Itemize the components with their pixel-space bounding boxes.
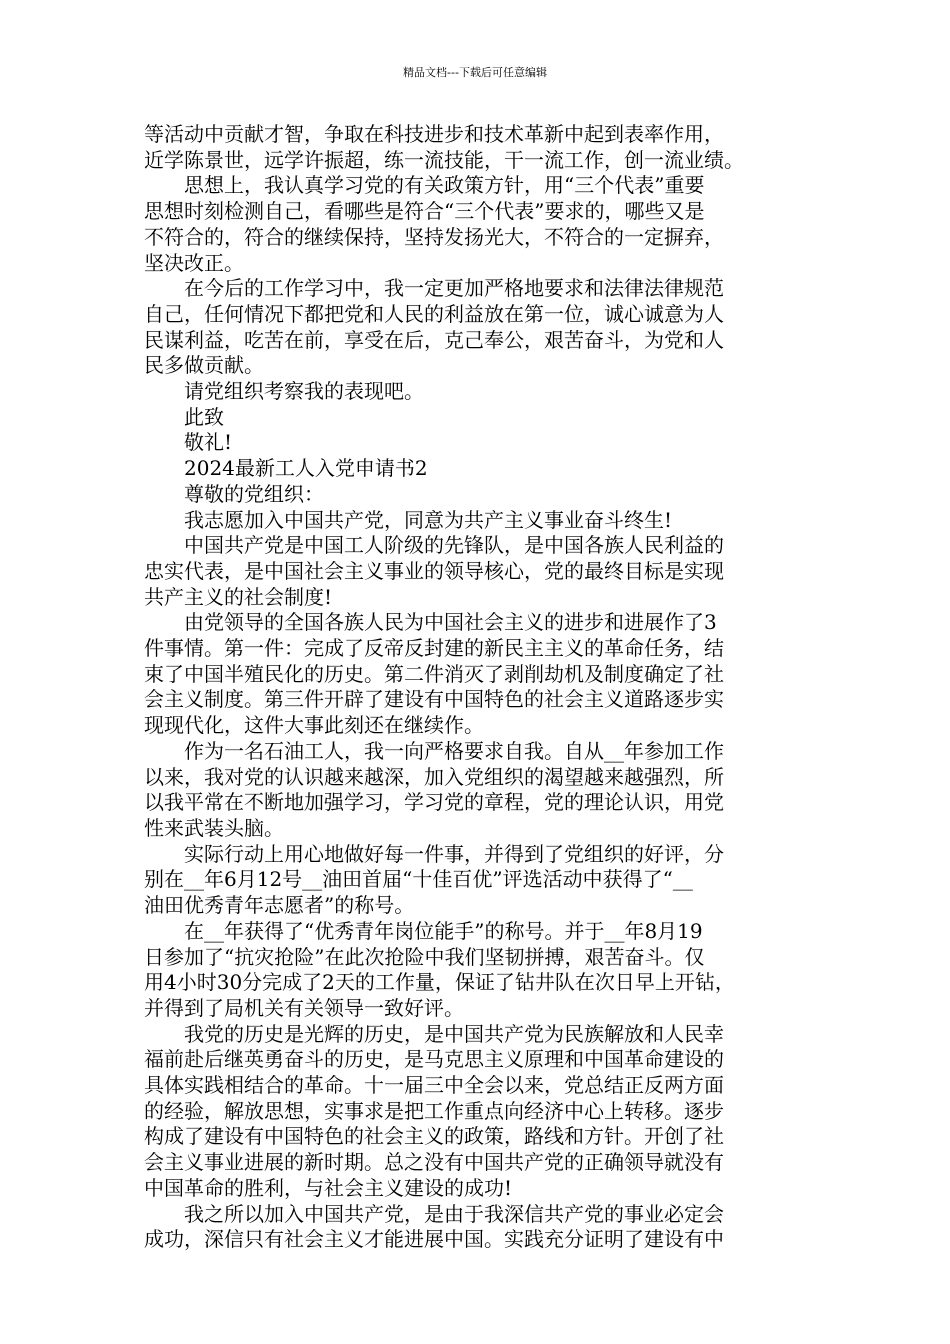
text-line: 以我平常在不断地加强学习，学习党的章程，党的理论认识，用党 <box>144 790 724 815</box>
text-line: 会主义制度。第三件开辟了建设有中国特色的社会主义道路逐步实 <box>144 687 724 712</box>
paragraph <box>144 610 812 739</box>
text-line: 此致 <box>184 404 224 429</box>
text-line: 以来，我对党的认识越来越深，加入党组织的渴望越来越强烈，所 <box>144 764 724 789</box>
text-line: 中国革命的胜利，与社会主义建设的成功! <box>144 1175 513 1200</box>
text-line: 的经验，解放思想，实事求是把工作重点向经济中心上转移。逐步 <box>144 1098 724 1123</box>
page-header: 精品文档---下载后可任意编辑 <box>403 66 547 79</box>
text-line: 性来武装头脑。 <box>144 815 284 840</box>
text-line: 日参加了“抗灾抢险”在此次抢险中我们坚韧拼搏，艰苦奋斗。仅 <box>144 944 705 969</box>
text-line: 思想时刻检测自己，看哪些是符合“三个代表”要求的，哪些又是 <box>144 199 705 224</box>
text-line: 民谋利益，吃苦在前，享受在后，克己奉公，艰苦奋斗，为党和人 <box>144 327 724 352</box>
text-line: 在今后的工作学习中，我一定更加严格地要求和法律法律规范 <box>184 276 724 301</box>
text-line: 福前赴后继英勇奋斗的历史，是马克思主义原理和中国革命建设的 <box>144 1047 724 1072</box>
text-line: 束了中国半殖民化的历史。第二件消灭了剥削劫机及制度确定了社 <box>144 661 724 686</box>
text-line: 请党组织考察我的表现吧。 <box>184 379 424 404</box>
text-line: 等活动中贡献才智，争取在科技进步和技术革新中起到表率作用， <box>144 122 724 146</box>
paragraph <box>144 276 812 379</box>
paragraph <box>144 173 812 276</box>
paragraph <box>144 379 812 405</box>
text-line: 自己，任何情况下都把党和人民的利益放在第一位，诚心诚意为人 <box>144 301 724 326</box>
document-body <box>144 122 812 1253</box>
paragraph <box>144 405 812 431</box>
text-line: 由党领导的全国各族人民为中国社会主义的进步和进展作了3 <box>184 610 717 635</box>
paragraph <box>144 482 812 508</box>
text-line: 实际行动上用心地做好每一件事，并得到了党组织的好评，分 <box>184 841 724 866</box>
text-line: 共产主义的社会制度! <box>144 584 333 609</box>
text-line: 我之所以加入中国共产党，是由于我深信共产党的事业必定会 <box>184 1201 724 1226</box>
text-line: 会主义事业进展的新时期。总之没有中国共产党的正确领导就没有 <box>144 1150 724 1175</box>
text-line: 尊敬的党组织： <box>184 481 324 506</box>
text-line: 我党的历史是光辉的历史，是中国共产党为民族解放和人民幸 <box>184 1021 724 1046</box>
paragraph <box>144 508 812 534</box>
text-line: 民多做贡献。 <box>144 353 264 378</box>
text-line: 构成了建设有中国特色的社会主义的政策，路线和方针。开创了社 <box>144 1124 724 1149</box>
text-line: 2024最新工人入党申请书2 <box>184 456 428 481</box>
paragraph <box>144 456 812 482</box>
text-line: 用4小时30分完成了2天的工作量，保证了钻井队在次日早上开钻， <box>144 970 735 995</box>
text-line: 油田优秀青年志愿者”的称号。 <box>144 893 415 918</box>
paragraph <box>144 919 812 1022</box>
paragraph <box>144 842 812 919</box>
text-line: 近学陈景世，远学许振超，练一流技能，干一流工作，创一流业绩。 <box>144 147 744 172</box>
paragraph <box>144 533 812 610</box>
text-line: 坚决改正。 <box>144 250 244 275</box>
text-line: 别在__年6月12号__油田首届“十佳百优”评选活动中获得了“__ <box>144 867 693 892</box>
paragraph <box>144 430 812 456</box>
paragraph <box>144 1022 812 1202</box>
paragraph <box>144 122 812 173</box>
paragraph <box>144 739 812 842</box>
text-line: 件事情。第一件：完成了反帝反封建的新民主主义的革命任务，结 <box>144 636 724 661</box>
text-line: 中国共产党是中国工人阶级的先锋队，是中国各族人民利益的 <box>184 533 724 558</box>
text-line: 在__年获得了“优秀青年岗位能手”的称号。并于__年8月19 <box>184 918 703 943</box>
text-line: 思想上，我认真学习党的有关政策方针，用“三个代表”重要 <box>184 173 705 198</box>
paragraph <box>144 1202 812 1253</box>
text-line: 具体实践相结合的革命。十一届三中全会以来，党总结正反两方面 <box>144 1073 724 1098</box>
text-line: 并得到了局机关有关领导一致好评。 <box>144 995 464 1020</box>
text-line: 现现代化，这件大事此刻还在继续作。 <box>144 713 484 738</box>
text-line: 不符合的，符合的继续保持，坚持发扬光大，不符合的一定摒弃， <box>144 224 724 249</box>
text-line: 敬礼! <box>184 430 233 455</box>
text-line: 成功，深信只有社会主义才能进展中国。实践充分证明了建设有中 <box>144 1227 724 1252</box>
text-line: 我志愿加入中国共产党，同意为共产主义事业奋斗终生! <box>184 507 673 532</box>
text-line: 忠实代表，是中国社会主义事业的领导核心，党的最终目标是实现 <box>144 558 724 583</box>
text-line: 作为一名石油工人，我一向严格要求自我。自从__年参加工作 <box>184 738 724 763</box>
